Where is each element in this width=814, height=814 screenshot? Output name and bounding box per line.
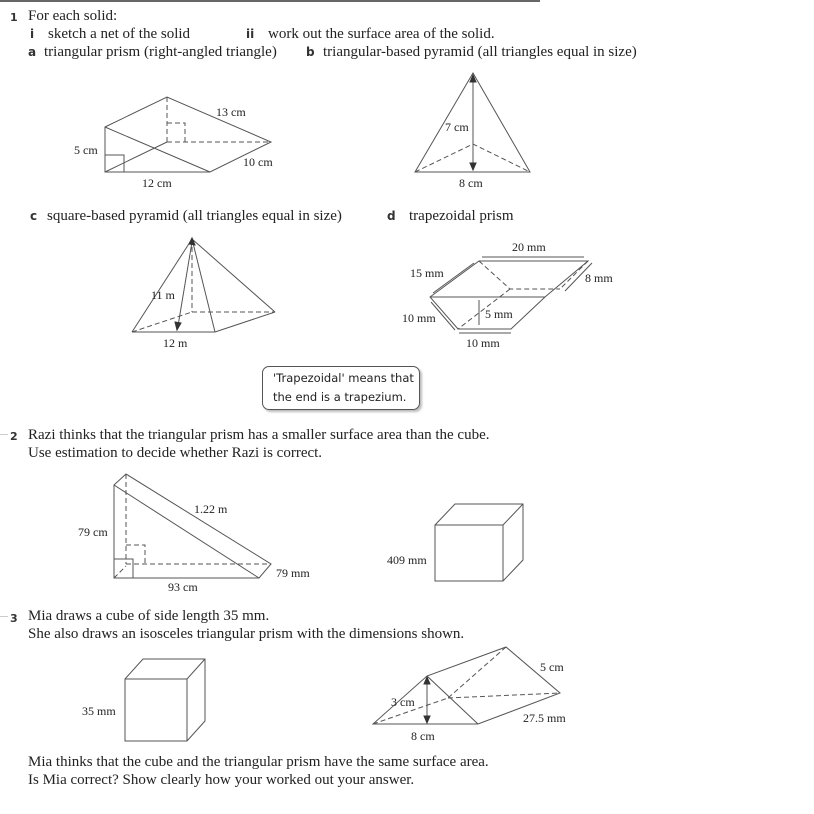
- q3-closing-1: Mia thinks that the cube and the triangular prism have the same surface area.: [28, 754, 489, 770]
- dim-27-5mm: 27.5 mm: [523, 711, 566, 725]
- dim-12m: 12 m: [163, 336, 188, 350]
- dim-15mm: 15 mm: [410, 266, 444, 280]
- dim-20mm: 20 mm: [512, 240, 546, 254]
- q1b-label: b: [306, 45, 315, 59]
- dim-8cm: 8 cm: [411, 729, 435, 743]
- dim-7cm: 7 cm: [445, 120, 469, 134]
- tip-line-1: 'Trapezoidal' means that: [273, 371, 414, 385]
- q1-part-i-text: sketch a net of the solid: [48, 26, 191, 42]
- q2-line-2: Use estimation to decide whether Razi is correct.: [28, 445, 323, 461]
- q1d-label: d: [387, 209, 396, 223]
- question-number-2: 2: [10, 430, 18, 443]
- q3-line-1: Mia draws a cube of side length 35 mm.: [28, 608, 270, 624]
- dim-79mm: 79 mm: [276, 566, 310, 580]
- dim-10cm: 10 cm: [243, 155, 273, 169]
- dim-409mm: 409 mm: [387, 553, 427, 567]
- dim-13cm: 13 cm: [216, 105, 246, 119]
- dim-10mm-side: 10 mm: [402, 311, 436, 325]
- q1c-label: c: [30, 209, 38, 223]
- dim-11m: 11 m: [151, 288, 175, 302]
- q1d-text: trapezoidal prism: [409, 208, 514, 224]
- question-number-3: 3: [10, 612, 18, 625]
- q1a-label: a: [28, 45, 37, 59]
- question-number-1: 1: [10, 11, 18, 24]
- dim-79cm: 79 cm: [78, 525, 108, 539]
- dim-12cm: 12 cm: [142, 176, 172, 190]
- q3-line-2: She also draws an isosceles triangular prism with the dimensions shown.: [28, 626, 465, 642]
- q1c-text: square-based pyramid (all triangles equal in size): [47, 208, 342, 224]
- dim-3cm: 3 cm: [391, 695, 415, 709]
- dim-8cm: 8 cm: [459, 176, 483, 190]
- q1a-text: triangular prism (right-angled triangle): [44, 44, 277, 60]
- q1b-text: triangular-based pyramid (all triangles equal in size): [323, 44, 637, 60]
- dim-1-22m: 1.22 m: [194, 502, 228, 516]
- dim-35mm: 35 mm: [82, 704, 116, 718]
- dim-5cm: 5 cm: [74, 143, 98, 157]
- q2-line-1: Razi thinks that the triangular prism has a smaller surface area than the cube.: [28, 427, 490, 443]
- q1-part-ii-label: ii: [246, 27, 255, 41]
- q1-part-ii-text: work out the surface area of the solid.: [268, 26, 495, 42]
- tip-line-2: the end is a trapezium.: [273, 390, 407, 404]
- q1-part-i-label: i: [30, 27, 35, 41]
- dim-8mm: 8 mm: [585, 271, 613, 285]
- dim-93cm: 93 cm: [168, 580, 198, 594]
- q1-intro: For each solid:: [28, 8, 118, 24]
- dim-10mm-base: 10 mm: [466, 336, 500, 350]
- dim-5mm: 5 mm: [485, 307, 513, 321]
- q3-closing-2: Is Mia correct? Show clearly how your worked out your answer.: [28, 772, 415, 788]
- dim-5cm: 5 cm: [540, 660, 564, 674]
